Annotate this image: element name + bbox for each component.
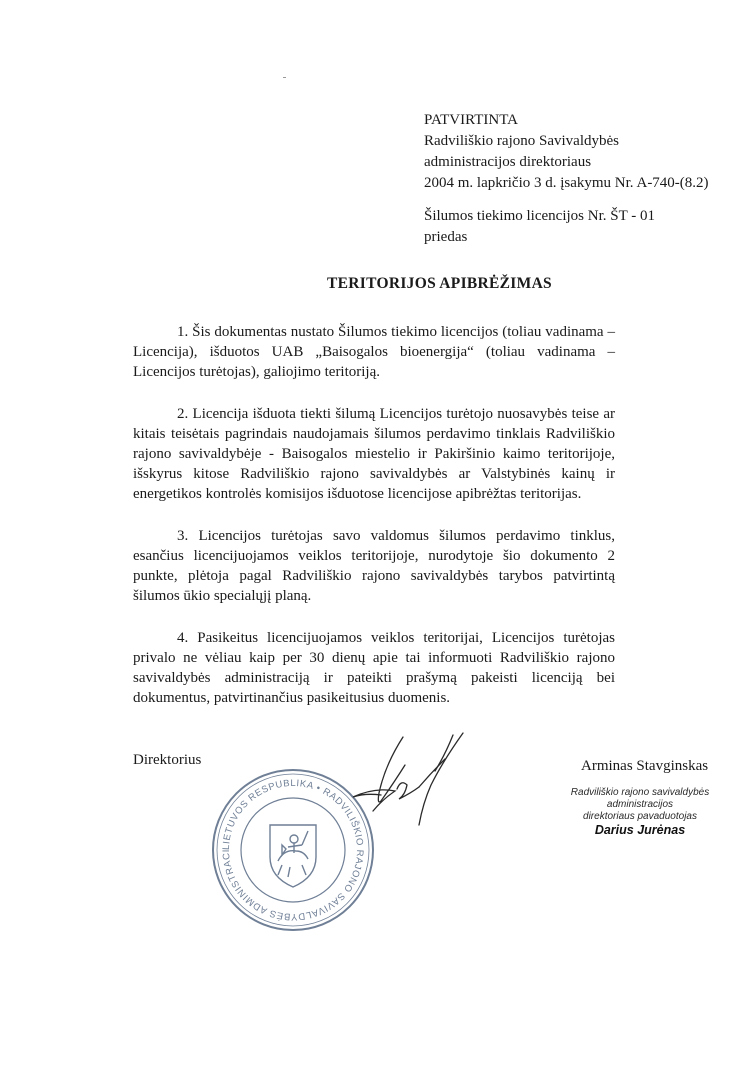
paragraph-4: 4. Pasikeitus licencijuojamos veiklos teritorijai, Licencijos turėtojas privalo ne vėliau kaip per 30 dienų apie tai informuoti Radviliškio rajono savivaldybės administraciją ir pateikti prašymą pakeisti licenciją bei dokumentus, patvirtinančius pasikeitusius duomenis. — [133, 630, 615, 706]
seal-outer-text: LIETUVOS RESPUBLIKA • RADVILIŠKIO RAJONO SAVIVALDYBĖS ADMINISTRACI — [220, 777, 366, 923]
vytis-emblem-icon — [270, 825, 316, 887]
stamp-name: Darius Jurėnas — [594, 823, 686, 837]
document-title — [0, 275, 747, 293]
document-body — [133, 322, 615, 730]
approval-line-1: PATVIRTINTA — [424, 112, 519, 128]
approval-line-3: administracijos direktoriaus — [424, 154, 592, 170]
stamp-line-3: direktoriaus pavaduotojas — [583, 811, 697, 822]
approval-block — [424, 110, 709, 194]
approval-line-4: 2004 m. lapkričio 3 d. įsakymu Nr. A-740-(8.2) — [424, 175, 709, 191]
signature-graphic — [335, 725, 485, 835]
deputy-stamp — [560, 787, 720, 838]
signatory-position: Direktorius — [133, 752, 202, 768]
annex-line-2: priedas — [424, 229, 468, 245]
paragraph-1: 1. Šis dokumentas nustato Šilumos tiekimo licencijos (toliau vadinama – Licencija), išduotos UAB „Baisogalos bioenergija“ (toliau vadinama – Licencijos turėtojas), galiojimo teritoriją. — [133, 324, 615, 380]
stamp-line-2: administracijos — [606, 799, 674, 810]
scan-speck — [283, 77, 286, 78]
annex-line-1: Šilumos tiekimo licencijos Nr. ŠT - 01 — [424, 208, 655, 224]
approval-line-2: Radviliškio rajono Savivaldybės — [424, 133, 619, 149]
paragraph-2: 2. Licencija išduota tiekti šilumą Licencijos turėtojo nuosavybės teise ar kitais teisėtais pagrindais naudojamais šilumos perdavimo tinklais Radviliškio rajono savivaldybėje - Baisogalos miestelio ir Pakiršinio kaimo teritorijoje, išskyrus kitose Radviliškio rajono savivaldybės ar Valstybinės kainų ir energetikos kontrolės komisijos išduotose licencijose apibrėžtas teritorijas. — [133, 406, 615, 502]
paragraph-3: 3. Licencijos turėtojas savo valdomus šilumos perdavimo tinklus, esančius licencijuojamos veiklos teritorijoje, nurodytoje šio dokumento 2 punkte, plėtoja pagal Radviliškio rajono savivaldybės tarybos patvirtintą šilumos ūkio specialųjį planą. — [133, 528, 615, 604]
annex-block — [424, 206, 655, 248]
signatory-name: Arminas Stavginskas — [581, 758, 709, 774]
document-title-text: TERITORIJOS APIBRĖŽIMAS — [327, 275, 552, 292]
stamp-line-1: Radviliškio rajono savivaldybės — [570, 787, 710, 798]
handwritten-signature — [335, 725, 485, 840]
